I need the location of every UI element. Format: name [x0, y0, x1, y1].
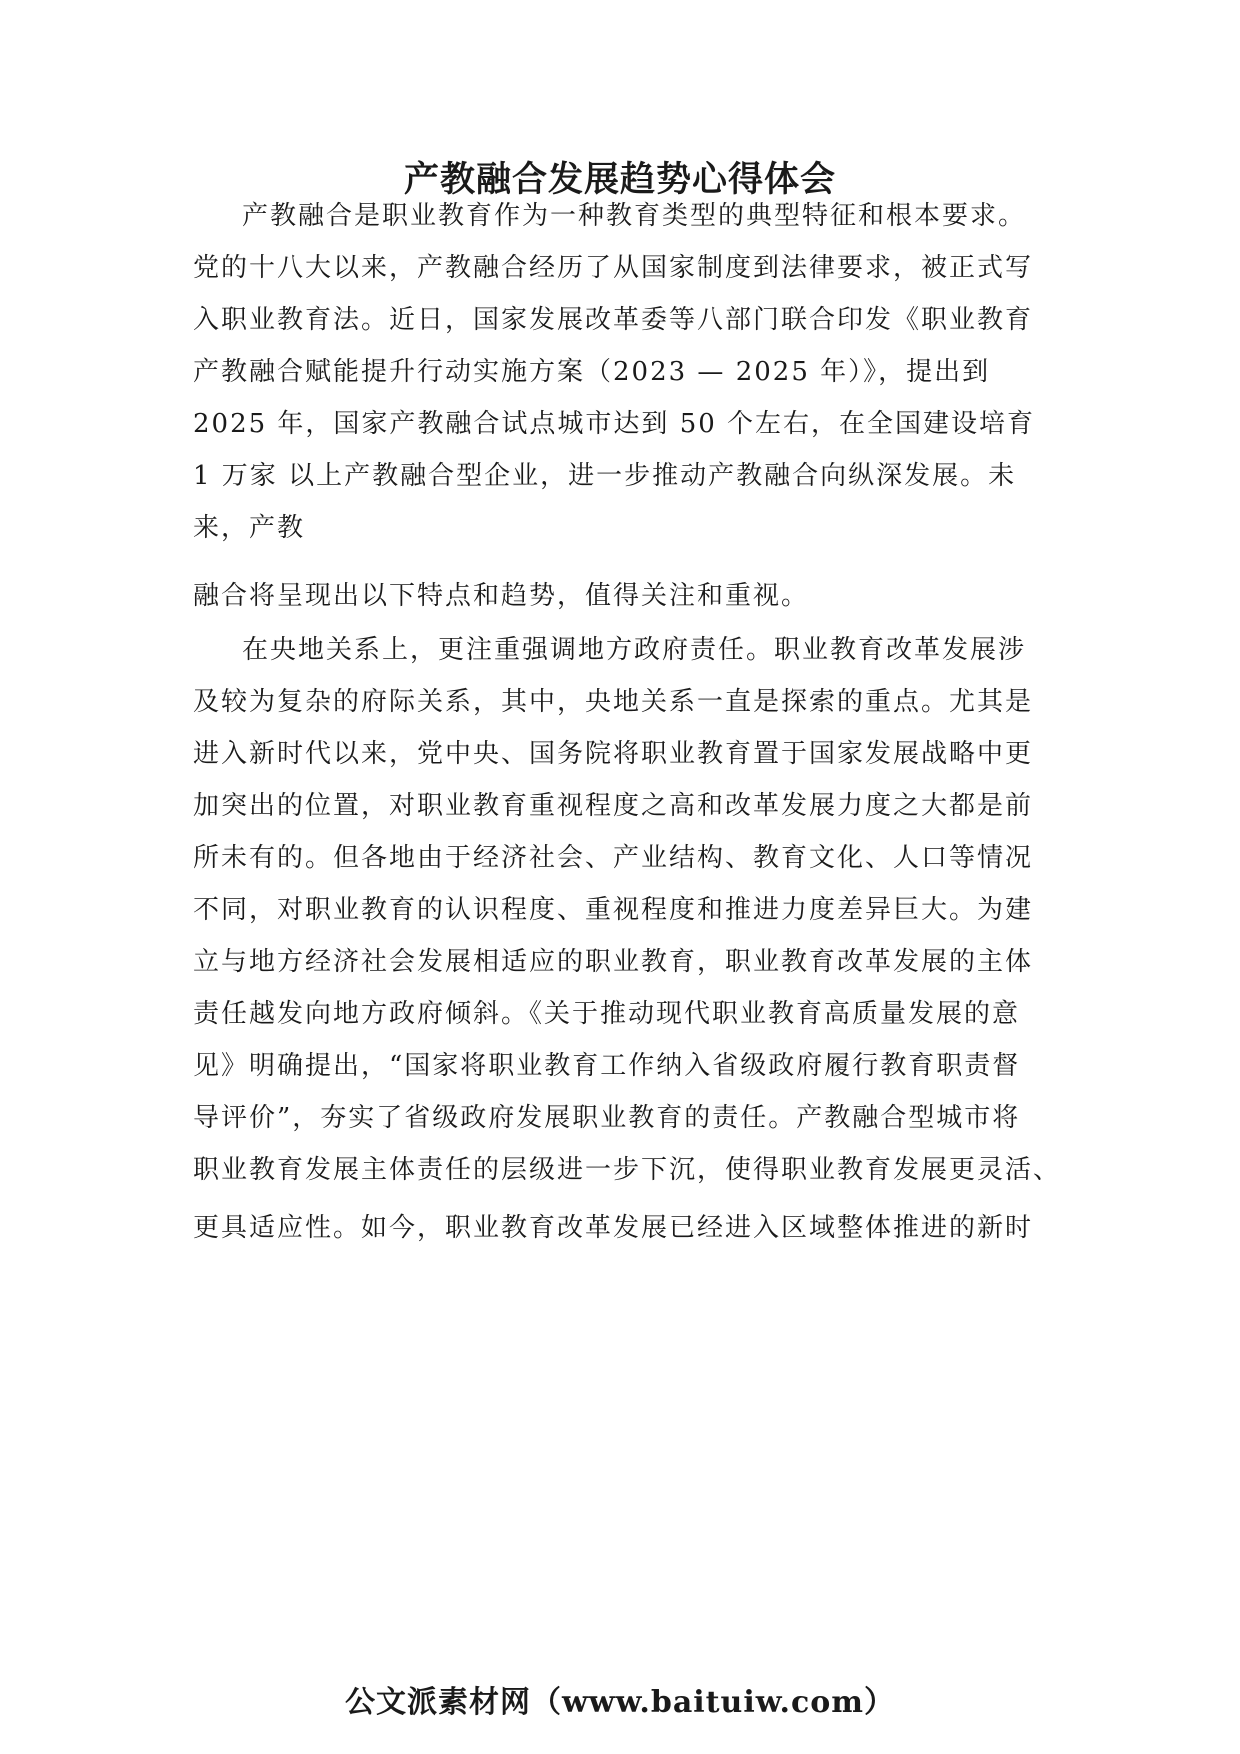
paragraph-line: 加突出的位置，对职业教育重视程度之高和改革发展力度之大都是前 — [193, 791, 1034, 821]
paragraph-line: 不同，对职业教育的认识程度、重视程度和推进力度差异巨大。为建 — [193, 895, 1034, 925]
paragraph-line: 导评价”，夯实了省级政府发展职业教育的责任。产教融合型城市将 — [193, 1103, 1021, 1133]
paragraph-line: 1 万家 以上产教融合型企业，进一步推动产教融合向纵深发展。未 — [193, 461, 1017, 491]
paragraph-line: 更具适应性。如今，职业教育改革发展已经进入区域整体推进的新时 — [193, 1213, 1034, 1243]
paragraph-line: 职业教育发展主体责任的层级进一步下沉，使得职业教育发展更灵活、 — [193, 1155, 1062, 1185]
document-title: 产教融合发展趋势心得体会 — [403, 159, 836, 200]
paragraph-line: 党的十八大以来，产教融合经历了从国家制度到法律要求，被正式写 — [193, 253, 1034, 283]
paragraph-line: 立与地方经济社会发展相适应的职业教育，职业教育改革发展的主体 — [193, 947, 1034, 977]
footer-watermark: 公文派素材网（www.baituiw.com） — [344, 1685, 896, 1720]
paragraph-line: 见》明确提出，“国家将职业教育工作纳入省级政府履行教育职责督 — [193, 1051, 1021, 1081]
paragraph-line: 产教融合赋能提升行动实施方案（2023 — 2025 年）》，提出到 — [193, 357, 991, 387]
paragraph-line: 责任越发向地方政府倾斜。《关于推动现代职业教育高质量发展的意 — [193, 999, 1021, 1029]
paragraph-line: 及较为复杂的府际关系，其中，央地关系一直是探索的重点。尤其是 — [193, 687, 1034, 717]
paragraph-line: 入职业教育法。近日，国家发展改革委等八部门联合印发《职业教育 — [193, 305, 1034, 335]
paragraph-line: 所未有的。但各地由于经济社会、产业结构、教育文化、人口等情况 — [193, 843, 1034, 873]
paragraph-line: 产教融合是职业教育作为一种教育类型的典型特征和根本要求。 — [242, 201, 1027, 231]
paragraph-line: 融合将呈现出以下特点和趋势，值得关注和重视。 — [193, 581, 810, 611]
paragraph-line: 进入新时代以来，党中央、国务院将职业教育置于国家发展战略中更 — [193, 739, 1034, 769]
paragraph-line: 2025 年，国家产教融合试点城市达到 50 个左右，在全国建设培育 — [193, 409, 1036, 439]
paragraph-line: 来，产教 — [193, 513, 306, 543]
paragraph-line: 在央地关系上，更注重强调地方政府责任。职业教育改革发展涉 — [242, 635, 1027, 665]
